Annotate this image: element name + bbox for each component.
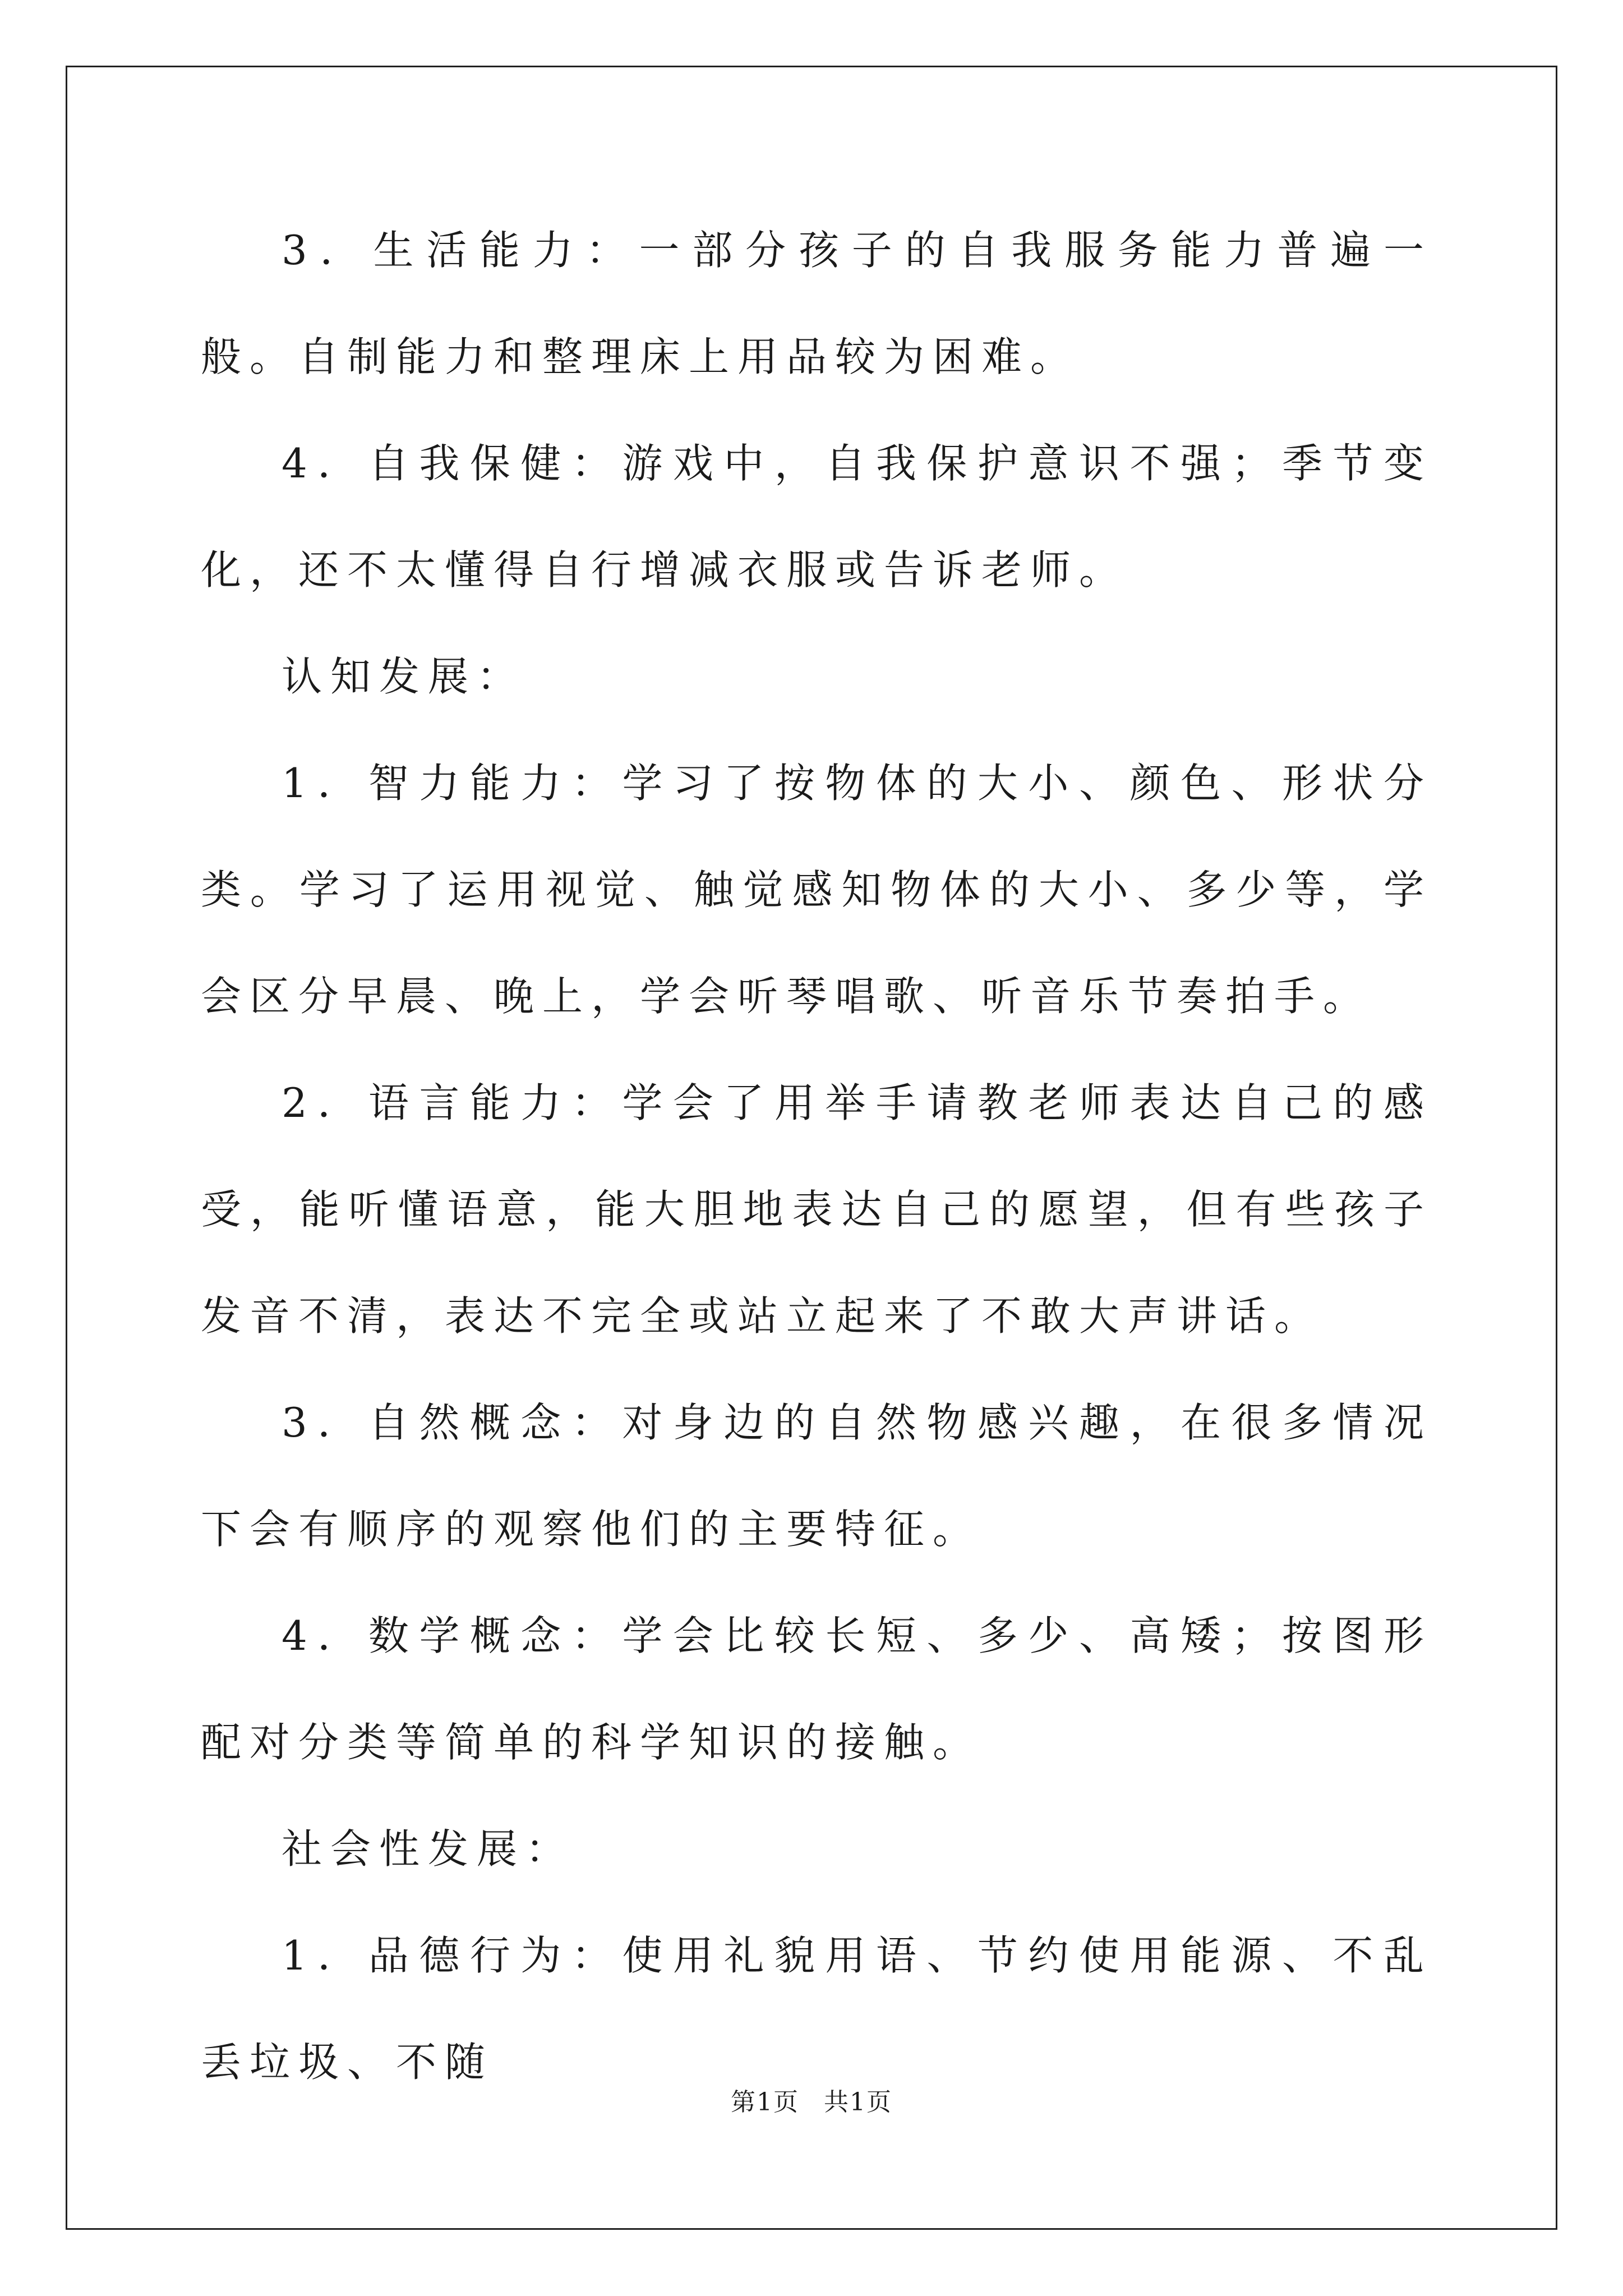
paragraph-nature: 3．自然概念：对身边的自然物感兴趣，在很多情况下会有顺序的观察他们的主要特征。 <box>201 1399 1432 1553</box>
heading-social: 社会性发展： <box>282 1825 575 1872</box>
paragraph-language: 2．语言能力：学会了用举手请教老师表达自己的感受，能听懂语意，能大胆地表达自己的愿望，但有些孩子发音不清，表达不完全或站立起来了不敢大声讲话。 <box>201 1079 1432 1340</box>
paragraph-morality: 1．品德行为：使用礼貌用语、节约使用能源、不乱丢垃圾、不随 <box>201 1932 1432 2086</box>
page-number: 第1页 <box>731 2088 799 2116</box>
page-footer <box>0 2086 1623 2119</box>
paragraph-life-skills: 3．生活能力：一部分孩子的自我服务能力普遍一般。自制能力和整理床上用品较为困难。 <box>201 227 1432 380</box>
paragraph-math: 4．数学概念：学会比较长短、多少、高矮；按图形配对分类等简单的科学知识的接触。 <box>201 1612 1432 1766</box>
page-total: 共1页 <box>824 2088 892 2116</box>
paragraph-intelligence: 1．智力能力：学习了按物体的大小、颜色、形状分类。学习了运用视觉、触觉感知物体的大小、多少等，学会区分早晨、晚上，学会听琴唱歌、听音乐节奏拍手。 <box>201 760 1432 1020</box>
paragraph-self-care: 4．自我保健：游戏中，自我保护意识不强；季节变化，还不太懂得自行增减衣服或告诉老师。 <box>201 440 1432 593</box>
heading-cognitive: 认知发展： <box>282 653 526 700</box>
